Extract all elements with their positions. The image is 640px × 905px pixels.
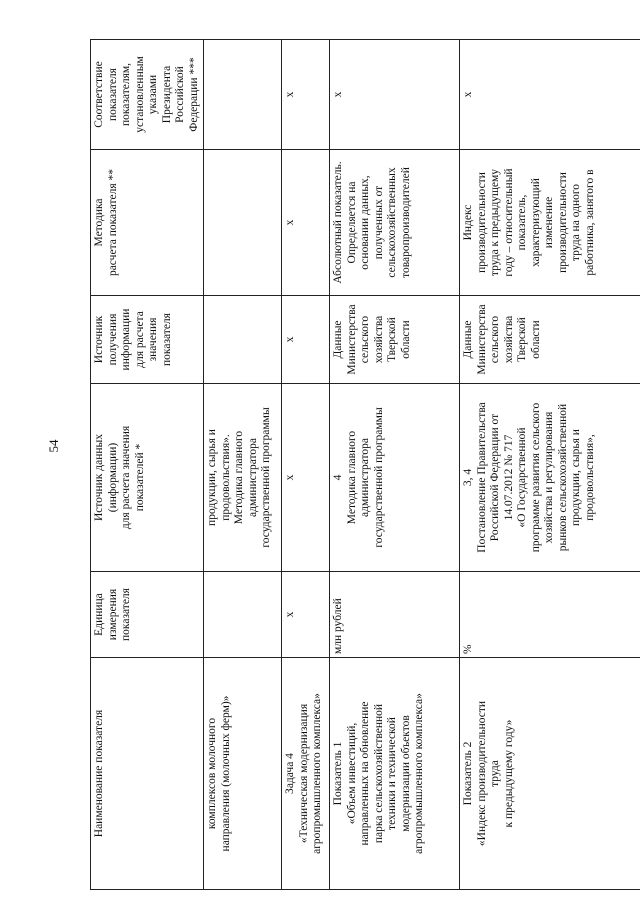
header-info-source: Источник получения информации для расчета значения показателя [91, 296, 204, 384]
cell-name: Показатель 1 «Объем инвестиций, направленных на обновление парка сельскохозяйственной техники и технической модернизации объектов агропромышленного комплекса» [330, 658, 460, 890]
cell-method: Абсолютный показатель. Определяется на основании данных, полученных от сельскохозяйственных товаропроизводителей [330, 150, 460, 296]
table-row [282, 40, 330, 890]
indicators-table [90, 39, 640, 890]
cell-method: х [282, 150, 330, 296]
cell-compliance: х [330, 40, 460, 150]
table-row [204, 40, 282, 890]
cell-unit [204, 572, 282, 658]
cell-method: Индекс производительности труда к предыдущему году – относительный показатель, характеризующий изменение производительности труда на одного работника, занятого в [460, 150, 640, 296]
cell-data-source: 4 Методика главного администратора государственной программы [330, 384, 460, 572]
header-name: Наименование показателя [91, 658, 204, 890]
header-unit: Единица измерения показателя [91, 572, 204, 658]
cell-unit: % [460, 572, 640, 658]
header-data-source: Источник данных (информации) для расчета значения показателей * [91, 384, 204, 572]
cell-compliance: х [282, 40, 330, 150]
cell-method [204, 150, 282, 296]
cell-name: Задача 4 «Техническая модернизация агропромышленного комплекса» [282, 658, 330, 890]
cell-info-source [204, 296, 282, 384]
cell-name: Показатель 2 «Индекс производительности труда к предыдущему году» [460, 658, 640, 890]
header-row [91, 40, 204, 890]
page-number: 54 [46, 439, 61, 453]
cell-compliance [204, 40, 282, 150]
cell-data-source: продукции, сырья и продовольствия». Методика главного администратора государственной программы [204, 384, 282, 572]
cell-unit: х [282, 572, 330, 658]
cell-name: комплексов молочного направления (молочных ферм)» [204, 658, 282, 890]
cell-info-source: Данные Министерства сельского хозяйства Тверской области [330, 296, 460, 384]
cell-compliance: х [460, 40, 640, 150]
cell-info-source: Данные Министерства сельского хозяйства Тверской области [460, 296, 640, 384]
cell-unit: млн рублей [330, 572, 460, 658]
table-row [330, 40, 460, 890]
cell-data-source: х [282, 384, 330, 572]
cell-data-source: 3, 4 Постановление Правительства Российской Федерации от 14.07.2012 № 717 «О Государственной программе развития сельского хозяйства и регулирования рынков сельскохозяйственной продукции, сырья и продовольствия», [460, 384, 640, 572]
rotated-table-container [90, 40, 630, 890]
table-row [460, 40, 640, 890]
header-method: Методика расчета показателя ** [91, 150, 204, 296]
cell-info-source: х [282, 296, 330, 384]
header-compliance: Соответствие показателя показателям, установленным указами Президента Российской Федерации *** [91, 40, 204, 150]
